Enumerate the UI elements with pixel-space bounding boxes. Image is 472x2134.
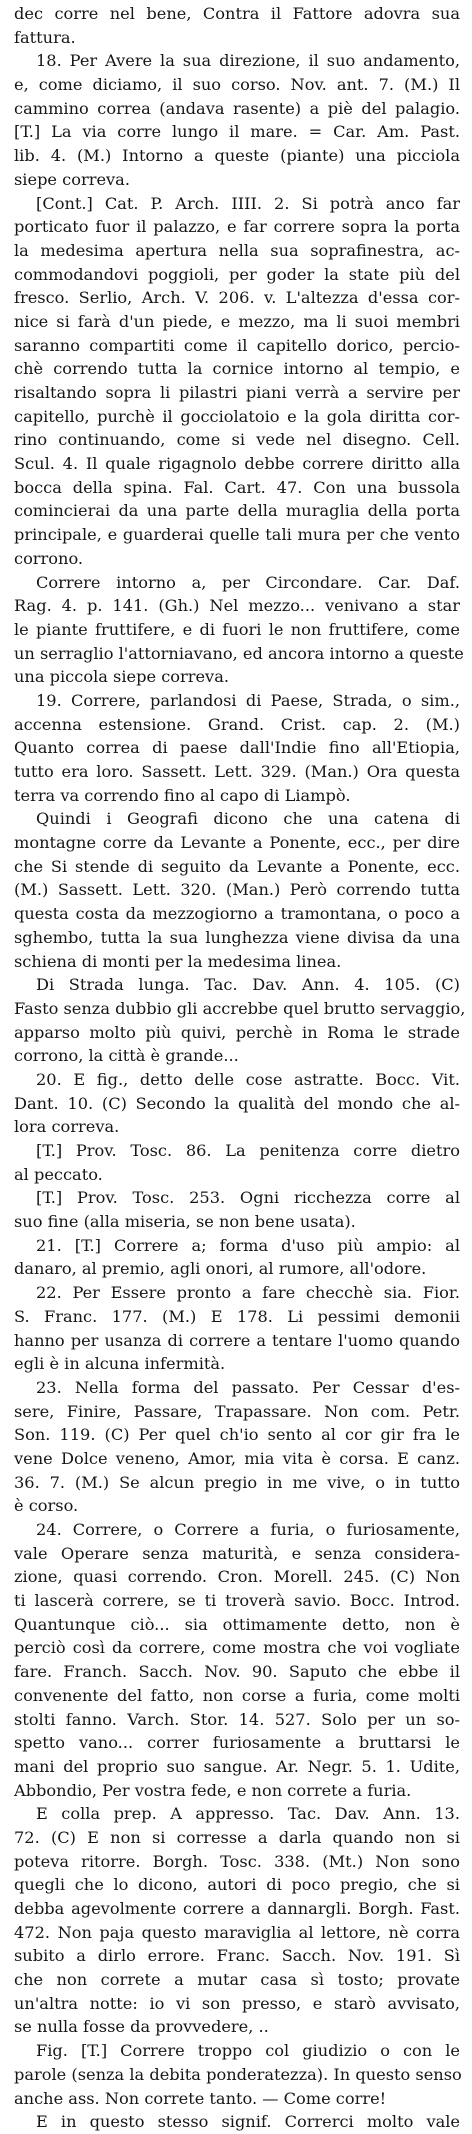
text-line: Di Strada lunga. Tac. Dav. Ann. 4. 105. (C)	[36, 975, 460, 995]
text-line: fattura.	[14, 27, 76, 47]
text-line: dec corre nel bene, Contra il Fattore adovra sua	[14, 4, 460, 23]
text-line: Abbondio, Per vostra fede, e non correte a furia.	[14, 1780, 412, 1800]
text-line: e, come diciamo, il suo corso. Nov. ant. 7. (M.) Il	[14, 75, 460, 95]
text-line: ti lascerà correre, se ti troverà savio. Bocc. Introd.	[14, 1591, 460, 1611]
text-line: accenna estensione. Grand. Crist. cap. 2. (M.)	[14, 714, 460, 734]
text-line: 18. Per Avere la sua direzione, il suo andamento,	[36, 51, 460, 71]
text-line: nice si farà d'un piede, e mezzo, ma li suoi membri	[14, 311, 460, 331]
text-line: zione, quasi correndo. Cron. Morell. 245. (C) Non	[14, 1567, 460, 1587]
text-line: vale Operare senza maturità, e senza considera-	[14, 1543, 460, 1563]
text-line: Son. 119. (C) Per quel ch'io sento al cor gir fra le	[14, 1425, 460, 1445]
text-line: [T.] Prov. Tosc. 253. Ogni ricchezza corre al	[36, 1188, 460, 1208]
text-line: 20. E fig., detto delle cose astratte. Bocc. Vit.	[36, 1069, 460, 1089]
text-line: la medesima apertura nella sua soprafinestra, ac-	[14, 240, 460, 260]
text-line: sghembo, tutta la sua lunghezza viene divisa da una	[14, 927, 460, 947]
text-line: Dant. 10. (C) Secondo la qualità del mondo che al-	[14, 1093, 460, 1113]
text-line: parole (senza la debita ponderatezza). In questo senso	[14, 2064, 462, 2084]
text-line: hanno per usanza di correre a tentare l'uomo quando	[14, 1330, 460, 1350]
text-line: [Cont.] Cat. P. Arch. IIII. 2. Si potrà anco far	[36, 193, 460, 213]
text-line: vene Dolce veneno, Amor, mia vita è corsa. E canz.	[14, 1448, 460, 1468]
text-line: Correre intorno a, per Circondare. Car. Daf.	[36, 572, 460, 592]
text-line: poteva ritorre. Borgh. Tosc. 338. (Mt.) Non sono	[14, 1851, 460, 1871]
text-line: stolti fanno. Varch. Stor. 14. 527. Solo per un so-	[14, 1709, 460, 1729]
text-line: E colla prep. A appresso. Tac. Dav. Ann. 13.	[36, 1804, 460, 1824]
text-line: siepe correva.	[14, 169, 130, 189]
text-line: capitello, purchè il gocciolatoio e la gola diritta cor-	[14, 406, 460, 426]
text-line: principale, e guarderai quelle tali mura per che vento	[14, 525, 460, 545]
text-line: 72. (C) E non si corresse a darla quando non si	[14, 1827, 460, 1847]
text-line: apparso molto più quivi, perchè in Roma le strade	[14, 1022, 460, 1042]
text-line: 24. Correre, o Correre a furia, o furiosamente,	[36, 1520, 460, 1539]
text-line: 472. Non paja questo maraviglia al lettore, nè corra	[14, 1922, 460, 1942]
text-line: è corso.	[14, 1496, 79, 1516]
text-line: E in questo stesso signif. Correrci molto vale	[36, 2112, 460, 2132]
text-line: se nulla fosse da provvedere, ..	[14, 2017, 269, 2037]
text-line: perciò così da correre, come mostra che voi vogliate	[14, 1638, 460, 1658]
text-line: Quantunque ciò... sia ottimamente detto, non è	[14, 1614, 460, 1634]
text-line: subito a dirlo errore. Franc. Sacch. Nov. 191. Sì	[14, 1946, 460, 1966]
text-line: schiena di monti per la medesima linea.	[14, 951, 342, 971]
text-line: lora correva.	[14, 1117, 120, 1137]
text-line: debba agevolmente correre a dannargli. Borgh. Fast.	[14, 1899, 460, 1918]
text-line: 21. [T.] Correre a; forma d'uso più ampio: al	[36, 1235, 460, 1255]
text-line: un'altra notte: io vi son presso, e starò avvisato,	[14, 1993, 460, 2013]
text-line: questa costa da mezzogiorno a tramontana, o poco a	[14, 904, 460, 924]
text-line: [T.] Prov. Tosc. 86. La penitenza corre dietro	[36, 1141, 460, 1160]
text-line: fare. Franch. Sacch. Nov. 90. Saputo che ebbe il	[14, 1662, 460, 1682]
text-line: bocca della spina. Fal. Cart. 47. Con una bussola	[14, 477, 460, 497]
text-line: tutto era loro. Sassett. Lett. 329. (Man.) Ora questa	[14, 762, 460, 781]
text-line: convenente del fatto, non corse a furia, come molti	[14, 1685, 460, 1705]
text-line: 36. 7. (M.) Se alcun pregio in me vive, o in tutto	[14, 1472, 460, 1492]
text-line: S. Franc. 177. (M.) E 178. Li pessimi demonii	[14, 1306, 460, 1326]
text-line: corrono.	[14, 548, 84, 568]
text-line: comincierai da una parte della muraglia della porta	[14, 501, 460, 521]
text-line: chè correndo tutta la cornice intorno al tempio, e	[14, 359, 460, 379]
text-line: che non correte a mutar casa sì tosto; provate	[14, 1970, 460, 1990]
text-line: che Si stende di seguito da Levante a Ponente, ecc.	[14, 856, 460, 876]
text-line: al peccato.	[14, 1164, 103, 1184]
text-line: Fasto senza dubbio gli accrebbe quel brutto servaggio,	[14, 998, 466, 1018]
text-line: Quindi i Geografi dicono che una catena di	[36, 809, 460, 829]
text-line: danaro, al premio, agli onori, al rumore, all'odore.	[14, 1259, 427, 1279]
text-line: saranno compartiti come il capitello dorico, percio-	[14, 335, 460, 355]
text-line: commodandovi poggioli, per goder la state più del	[14, 264, 460, 284]
text-line: suo fine (alla miseria, se non bene usata).	[14, 1212, 356, 1232]
text-line: anche ass. Non correte tanto. — Come corre!	[14, 2088, 387, 2108]
text-line: porticato fuor il palazzo, e far correre sopra la porta	[14, 217, 460, 237]
text-line: fresco. Serlio, Arch. V. 206. v. L'altezza d'essa cor-	[14, 288, 460, 308]
text-line: le piante fruttifere, e di fuori le non fruttifere, come	[14, 619, 460, 639]
text-line: lib. 4. (M.) Intorno a queste (piante) una picciola	[14, 146, 460, 166]
text-line: 23. Nella forma del passato. Per Cessar d'es-	[36, 1377, 460, 1397]
text-line: un serraglio l'attorniavano, ed ancora intorno a queste	[14, 643, 464, 663]
text-line: Rag. 4. p. 141. (Gh.) Nel mezzo... venivano a star	[14, 596, 460, 616]
text-line: rino continuando, come si vede nel disegno. Cell.	[14, 430, 460, 450]
text-line: Scul. 4. Il quale rigagnolo debbe correre diritto alla	[14, 454, 460, 474]
text-line: risaltando sopra li pilastri piani verrà a servire per	[14, 383, 460, 402]
text-line: una piccola siepe correva.	[14, 667, 229, 687]
text-line: corrono, la città è grande...	[14, 1046, 239, 1066]
text-line: 19. Correre, parlandosi di Paese, Strada, o sim.,	[36, 690, 460, 710]
text-line: montagne corre da Levante a Ponente, ecc., per dire	[14, 833, 460, 853]
text-line: Fig. [T.] Correre troppo col giudizio o con le	[36, 2041, 460, 2061]
text-line: Quanto correa di paese dall'Indie fino all'Etiopia,	[14, 738, 460, 758]
text-line: 22. Per Essere pronto a fare checchè sia. Fior.	[36, 1283, 460, 1303]
text-line: cammino correa (andava rasente) a piè del palagio.	[14, 98, 460, 118]
text-line: (M.) Sassett. Lett. 320. (Man.) Però correndo tutta	[14, 880, 460, 900]
text-line: [T.] La via corre lungo il mare. = Car. Am. Past.	[14, 122, 460, 142]
text-line: sere, Finire, Passare, Trapassare. Non com. Petr.	[14, 1401, 460, 1421]
text-line: quegli che lo dicono, autori di poco pregio, che si	[14, 1875, 460, 1895]
text-line: egli è in alcuna infermità.	[14, 1354, 226, 1374]
text-line: mani del proprio suo sangue. Ar. Negr. 5. 1. Udite,	[14, 1756, 460, 1776]
text-line: terra va correndo fino al capo di Liampò.	[14, 785, 351, 805]
text-line: spetto vano... correr furiosamente a bruttarsi le	[14, 1733, 460, 1753]
